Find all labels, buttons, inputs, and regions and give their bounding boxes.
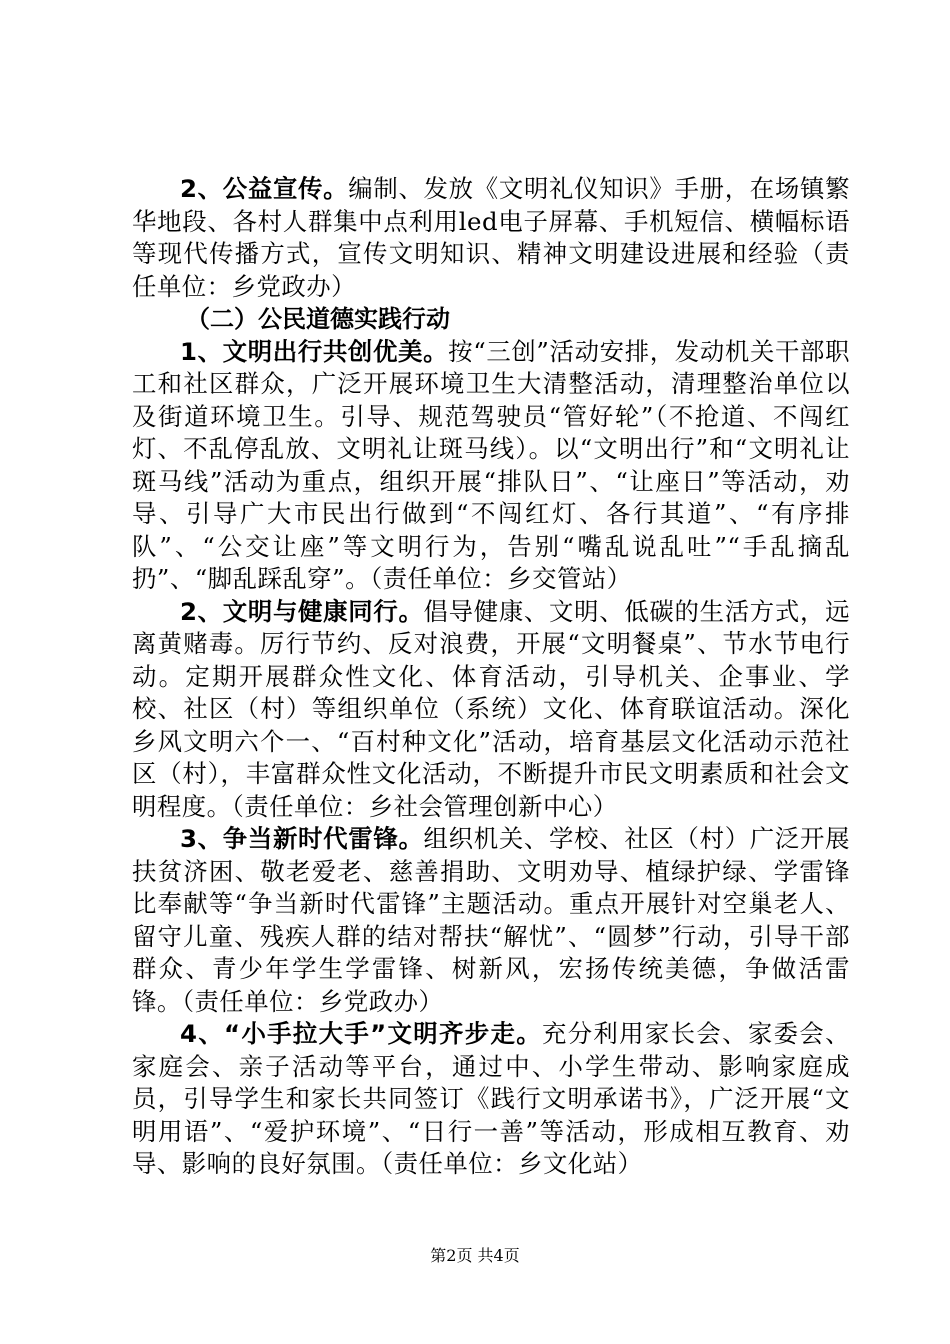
paragraph-text: 组织机关、学校、社区（村）广泛开展扶贫济困、敬老爱老、慈善捐助、文明劝导、植绿护绿、学雷锋比奉献等“争当新时代雷锋”主题活动。重点开展针对空巢老人、留守儿童、残疾人群的结对帮扶“解忧”、“圆梦”行动，引导干部群众、青少年学生学雷锋、树新风，宏扬传统美德，争做活雷锋。（责任单位：乡党政办） — [132, 824, 850, 1016]
paragraph-heading: 2、文明与健康同行。 — [180, 596, 424, 626]
paragraph-text: 编制、发放《文明礼仪知识》手册，在场镇繁华地段、各村人群集中点利用led电子屏幕、手机短信、横幅标语等现代传播方式，宣传文明知识、精神文明建设进展和经验（责任单位：乡党政办） — [132, 174, 850, 301]
paragraph-new-era-leifeng — [132, 823, 850, 1018]
paragraph-heading: 1、文明出行共创优美。 — [180, 336, 449, 366]
section-title: （二）公民道德实践行动 — [186, 305, 450, 333]
paragraph-small-hands-big-hands — [132, 1018, 850, 1181]
document-body — [132, 173, 850, 1181]
paragraph-heading: 3、争当新时代雷锋。 — [180, 824, 424, 853]
paragraph-civilization-health — [132, 596, 850, 824]
paragraph-civilized-travel — [132, 336, 850, 596]
paragraph-heading: 4、“小手拉大手”文明齐步走。 — [180, 1019, 542, 1048]
page-number: 第2页 共4页 — [430, 1246, 520, 1265]
paragraph-heading: 2、公益宣传。 — [180, 174, 349, 203]
paragraph-text: 倡导健康、文明、低碳的生活方式，远离黄赌毒。厉行节约、反对浪费，开展“文明餐桌”、节水节电行动。定期开展群众性文化、体育活动，引导机关、企事业、学校、社区（村）等组织单位（系统）文化、体育联谊活动。深化乡风文明六个一、“百村种文化”活动，培育基层文化活动示范社区（村），丰富群众性文化活动，不断提升市民文明素质和社会文明程度。（责任单位：乡社会管理创新中心） — [132, 596, 850, 821]
page-footer — [0, 1243, 950, 1266]
paragraph-text: 按“三创”活动安排，发动机关干部职工和社区群众，广泛开展环境卫生大清整活动，清理整治单位以及街道环境卫生。引导、规范驾驶员“管好轮”（不抢道、不闯红灯、不乱停乱放、文明礼让斑马线）。以“文明出行”和“文明礼让斑马线”活动为重点，组织开展“排队日”、“让座日”等活动，劝导、引导广大市民出行做到“不闯红灯、各行其道”、“有序排队”、“公交让座”等文明行为，告别“嘴乱说乱吐”“手乱摘乱扔”、“脚乱踩乱穿”。（责任单位：乡交管站） — [132, 336, 850, 593]
paragraph-public-publicity — [132, 173, 850, 303]
paragraph-text: 充分利用家长会、家委会、家庭会、亲子活动等平台，通过中、小学生带动、影响家庭成员，引导学生和家长共同签订《践行文明承诺书》，广泛开展“文明用语”、“爱护环境”、“日行一善”等活动，形成相互教育、劝导、影响的良好氛围。（责任单位：乡文化站） — [132, 1019, 850, 1178]
